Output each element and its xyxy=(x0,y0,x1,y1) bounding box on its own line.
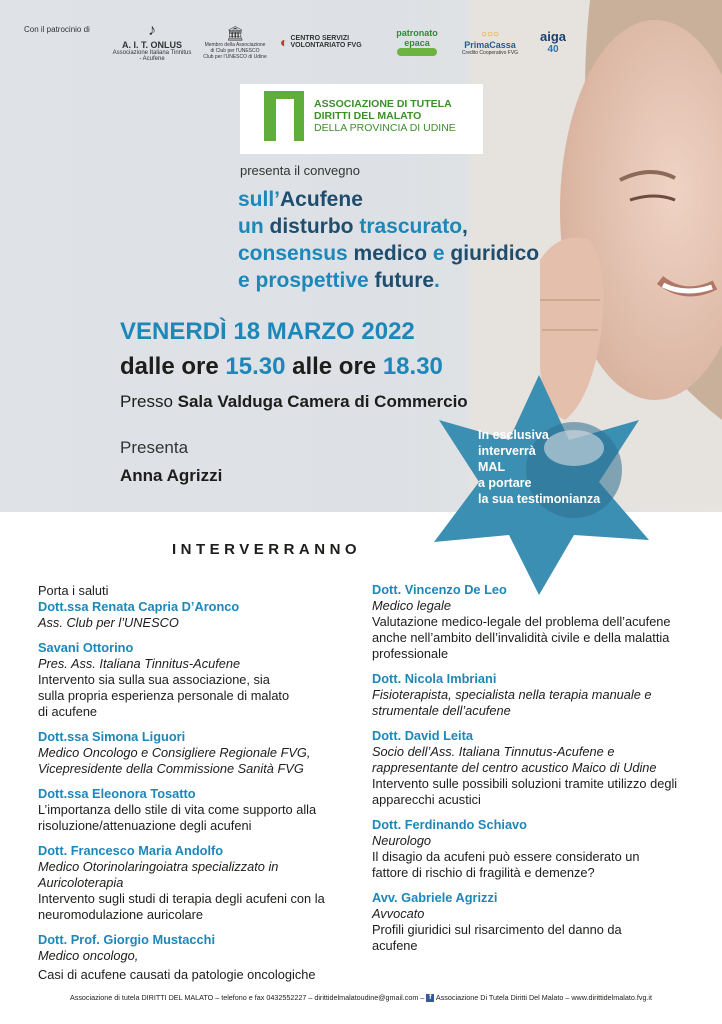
speaker-topic: Intervento sia sulla sua associazione, sia sulla propria esperienza personale di malato di acufene xyxy=(38,672,290,719)
speaker-role: Avvocato xyxy=(372,906,425,921)
csv-fvg-logo xyxy=(280,22,364,62)
aiga-logo xyxy=(528,22,578,62)
speaker-topic: Intervento sugli studi di terapia degli acufeni con la neuromodulazione auricolare xyxy=(38,891,325,922)
speaker-role: Neurologo xyxy=(372,833,432,848)
organizer-logo-box xyxy=(240,84,483,154)
speaker-role: Medico legale xyxy=(372,598,451,613)
organizer-name: ASSOCIAZIONE DI TUTELA DIRITTI DEL MALATO xyxy=(314,98,452,122)
speakers-heading: INTERVERRANNO xyxy=(172,541,362,558)
footer-contacts: Associazione di tutela DIRITTI DEL MALATO – telefono e fax 0432552227 – dirittidelmalatoudine@gmail.com – xyxy=(69,993,425,1002)
speaker-name: Dott.ssa Simona Liguori xyxy=(38,729,186,744)
event-date: VENERDÌ 18 MARZO 2022 xyxy=(120,318,415,345)
speaker-name: Dott. David Leita xyxy=(372,728,473,743)
speaker-role: Fisioterapista, specialista nella terapia manuale e strumentale dell’acufene xyxy=(372,687,652,718)
title-line-1: sull’Acufene xyxy=(238,188,363,211)
primacassa-circles-icon: ○○○ xyxy=(480,28,500,40)
event-venue: Presso Sala Valduga Camera di Commercio xyxy=(120,392,468,411)
star-line: In esclusiva xyxy=(478,428,549,442)
logo-sub: Associazione Italiana Tinnitus - Acufene xyxy=(112,50,192,62)
presenter-name: Anna Agrizzi xyxy=(120,466,223,485)
speaker-topic: Il disagio da acufeni può essere considerato un fattore di rischio di fragilità e demenze? xyxy=(372,849,640,880)
facebook-icon[interactable]: f xyxy=(426,994,434,1002)
speaker-name: Dott.ssa Renata Capria D’Aronco xyxy=(38,599,240,614)
ait-logo-icon: ♪ xyxy=(148,22,156,39)
title-line-2: un disturbo trascurato, xyxy=(238,215,468,238)
logo-name: patronato epaca xyxy=(396,28,438,48)
primacassa-logo xyxy=(457,22,523,62)
speaker-topic: Intervento sulle possibili soluzioni tramite utilizzo degli apparecchi acustici xyxy=(372,776,678,807)
star-line: interverrà xyxy=(478,444,536,458)
star-line: la sua testimonianza xyxy=(478,492,601,506)
speaker-role: Socio dell’Ass. Italiana Tinnutus-Acufene e rappresentante del centro acustico Maico di Udine xyxy=(372,744,657,775)
speaker-name: Avv. Gabriele Agrizzi xyxy=(372,890,498,905)
logo-name: Membro della Associazione di Club per l'UNESCO xyxy=(204,41,266,54)
patronage-label: Con il patrocinio di xyxy=(24,25,90,34)
footer xyxy=(0,993,722,1002)
speaker-topic: Valutazione medico-legale del problema dell’acufene anche nell’ambito dell’invalidità civile e della malattia professionale xyxy=(372,614,671,661)
star-badge-text xyxy=(478,427,618,507)
speaker-name: Dott. Ferdinando Schiavo xyxy=(372,817,527,832)
unesco-club-logo xyxy=(202,22,268,62)
unesco-temple-icon: 🏛 xyxy=(226,24,244,41)
star-line: a portare xyxy=(478,476,532,490)
speakers-left-column xyxy=(38,583,360,983)
epaca-logo xyxy=(384,22,450,62)
speaker-name: Dott. Prof. Giorgio Mustacchi xyxy=(38,932,216,947)
speaker-topic: Casi di acufene causati da patologie oncologiche xyxy=(38,967,316,982)
csv-logo-icon: ◐ xyxy=(280,34,289,50)
speaker-name: Dott. Vincenzo De Leo xyxy=(372,582,507,597)
speaker-name: Savani Ottorino xyxy=(38,640,134,655)
logo-name: PrimaCassa xyxy=(464,39,516,50)
footer-website[interactable]: Associazione Di Tutela Diritti Del Malato – www.dirittidelmalato.fvg.it xyxy=(435,993,653,1002)
aiga-40-icon: 40 xyxy=(547,44,559,55)
logo-name: aiga xyxy=(539,29,566,44)
speaker-topic: L’importanza dello stile di vita come supporto alla risoluzione/attenuazione degli acufeni xyxy=(38,802,317,833)
epaca-leaf-icon xyxy=(397,48,437,56)
conference-title xyxy=(238,186,539,294)
logo-sub: Credito Cooperativo FVG xyxy=(461,49,519,56)
star-line: MAL xyxy=(478,460,506,474)
logo-name: A. I. T. ONLUS xyxy=(121,40,182,50)
speaker-role: Ass. Club per l’UNESCO xyxy=(38,615,179,630)
speaker-role: Medico oncologo, xyxy=(38,948,139,963)
speaker-topic: Profili giuridici sul risarcimento del danno da acufene xyxy=(372,922,622,953)
presenter-label: Presenta xyxy=(120,438,189,457)
ait-onlus-logo xyxy=(112,22,192,62)
speaker-role: Medico Otorinolaringoiatra specializzato in Auricoloterapia xyxy=(38,859,279,890)
speaker-name: Dott.ssa Eleonora Tosatto xyxy=(38,786,196,801)
logo-name: CENTRO SERVIZI VOLONTARIATO FVG xyxy=(290,35,362,49)
title-line-3: consensus medico e giuridico xyxy=(238,242,540,265)
title-line-4: e prospettive future. xyxy=(238,269,440,292)
event-hours: dalle ore 15.30 alle ore 18.30 xyxy=(120,353,443,380)
greetings-label: Porta i saluti xyxy=(38,583,109,598)
speakers-right-column xyxy=(372,582,712,954)
speaker-name: Dott. Francesco Maria Andolfo xyxy=(38,843,224,858)
speaker-name: Dott. Nicola Imbriani xyxy=(372,671,497,686)
speaker-role: Pres. Ass. Italiana Tinnitus-Acufene xyxy=(38,656,241,671)
organizer-province: DELLA PROVINCIA DI UDINE xyxy=(314,122,456,134)
speaker-role: Medico Oncologo e Consigliere Regionale FVG, Vicepresidente della Commissione Sanità FVG xyxy=(38,745,311,776)
intro-text: presenta il convegno xyxy=(240,163,360,178)
open-door-icon xyxy=(264,91,304,141)
logo-sub: Club per l'UNESCO di Udine xyxy=(203,53,267,60)
